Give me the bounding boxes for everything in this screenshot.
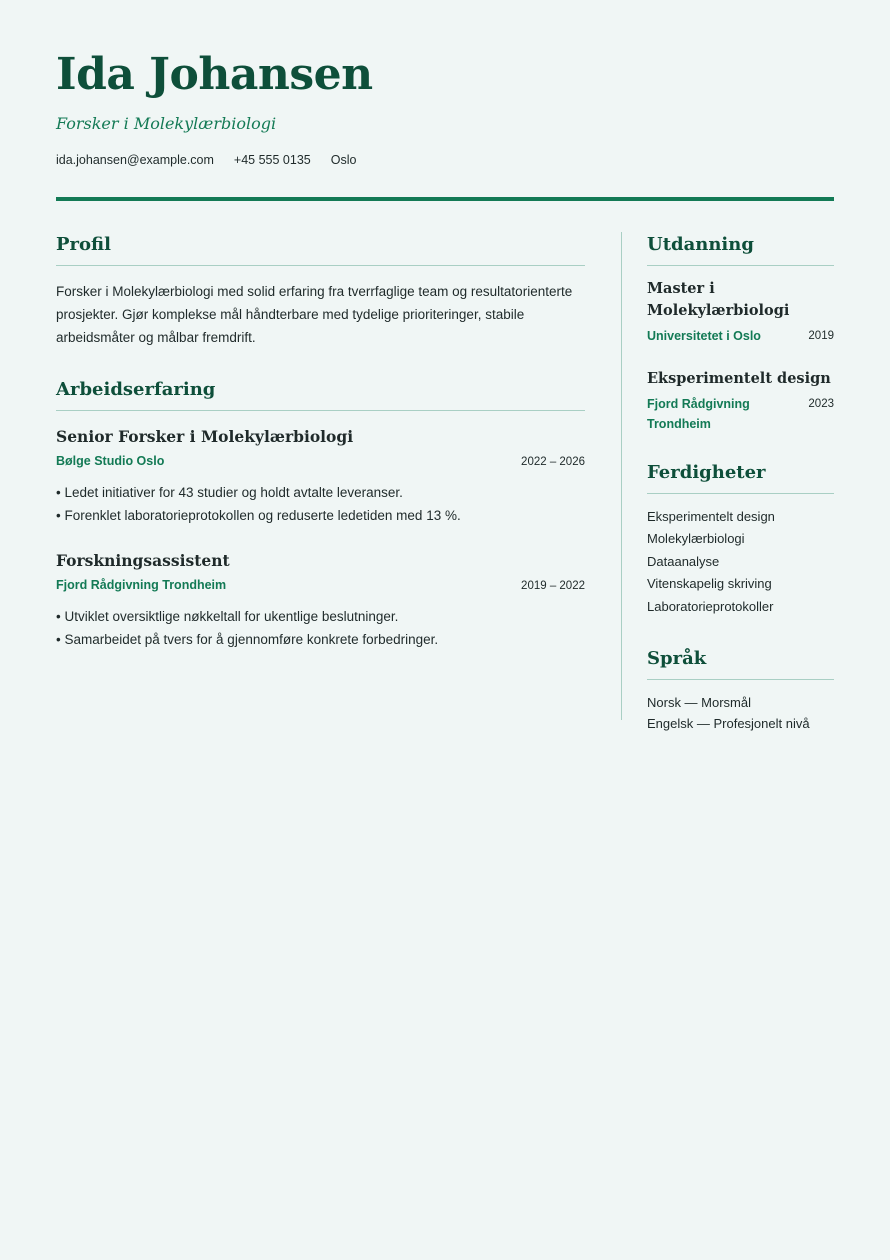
job-entry — [56, 549, 585, 651]
education-meta — [647, 326, 834, 346]
header-divider — [56, 197, 834, 201]
languages-list — [647, 692, 834, 734]
job-bullet: • Forenklet laboratorieprotokollen og reduserte ledetiden med 13 %. — [56, 508, 461, 523]
sidebar-column — [647, 232, 834, 734]
job-bullets — [56, 481, 585, 527]
job-dates: 2022 – 2026 — [521, 456, 585, 468]
skills-heading: Ferdigheter — [647, 460, 834, 494]
profile-text: Forsker i Molekylærbiologi med solid erfaring fra tverrfaglige team og resultatorienterte prosjekter. Gjør komplekse mål håndterbare med tydelige prioriteringer, stabile arbeidsmåter og målbar fremdrift. — [56, 284, 573, 345]
skill-item: Laboratorieprotokoller — [647, 598, 774, 614]
experience-section — [56, 377, 585, 651]
skills-list — [647, 506, 834, 618]
education-heading: Utdanning — [647, 232, 834, 266]
skill-item: Eksperimentelt design — [647, 509, 775, 524]
education-year: 2019 — [808, 330, 834, 342]
education-title: Eksperimentelt design — [647, 370, 831, 387]
profile-section — [56, 232, 585, 349]
education-entry — [647, 368, 834, 434]
language-item: Engelsk — Profesjonelt nivå — [647, 716, 810, 732]
job-entry — [56, 425, 585, 527]
contact-email[interactable]: ida.johansen@example.com — [56, 153, 214, 167]
profile-heading: Profil — [56, 232, 585, 266]
job-dates: 2019 – 2022 — [521, 580, 585, 592]
education-entry — [647, 278, 834, 346]
skill-item: Molekylærbiologi — [647, 531, 745, 547]
education-section — [647, 232, 834, 434]
job-bullets — [56, 605, 585, 651]
main-column — [56, 232, 585, 651]
skill-item: Vitenskapelig skriving — [647, 576, 772, 592]
languages-section — [647, 646, 834, 734]
education-meta — [647, 394, 834, 434]
languages-heading: Språk — [647, 646, 834, 680]
job-bullet: • Samarbeidet på tvers for å gjennomføre konkrete forbedringer. — [56, 632, 439, 647]
job-meta — [56, 451, 585, 471]
resume-header — [56, 46, 834, 169]
job-org: Bølge Studio Oslo — [56, 454, 165, 468]
education-org: Universitetet i Oslo — [647, 329, 761, 343]
job-title: Senior Forsker i Molekylærbiologi — [56, 427, 354, 446]
contact-line — [56, 151, 834, 169]
education-org: Fjord Rådgivning Trondheim — [647, 397, 750, 431]
experience-heading: Arbeidserfaring — [56, 377, 585, 411]
skill-item: Dataanalyse — [647, 553, 720, 569]
job-bullet: • Utviklet oversiktlige nøkkeltall for ukentlige beslutninger. — [56, 609, 399, 624]
job-org: Fjord Rådgivning Trondheim — [56, 578, 227, 592]
job-meta — [56, 575, 585, 595]
language-item: Norsk — Morsmål — [647, 695, 752, 711]
skills-section — [647, 460, 834, 618]
education-title: Master i Molekylærbiologi — [647, 280, 790, 319]
person-role: Forsker i Molekylærbiologi — [56, 114, 277, 133]
contact-city: Oslo — [330, 153, 357, 167]
education-year: 2023 — [808, 398, 834, 410]
contact-phone[interactable]: +45 555 0135 — [233, 153, 311, 167]
job-bullet: • Ledet initiativer for 43 studier og holdt avtalte leveranser. — [56, 485, 403, 500]
column-divider — [621, 232, 622, 720]
person-name: Ida Johansen — [56, 49, 373, 100]
job-title: Forskningsassistent — [56, 551, 230, 570]
